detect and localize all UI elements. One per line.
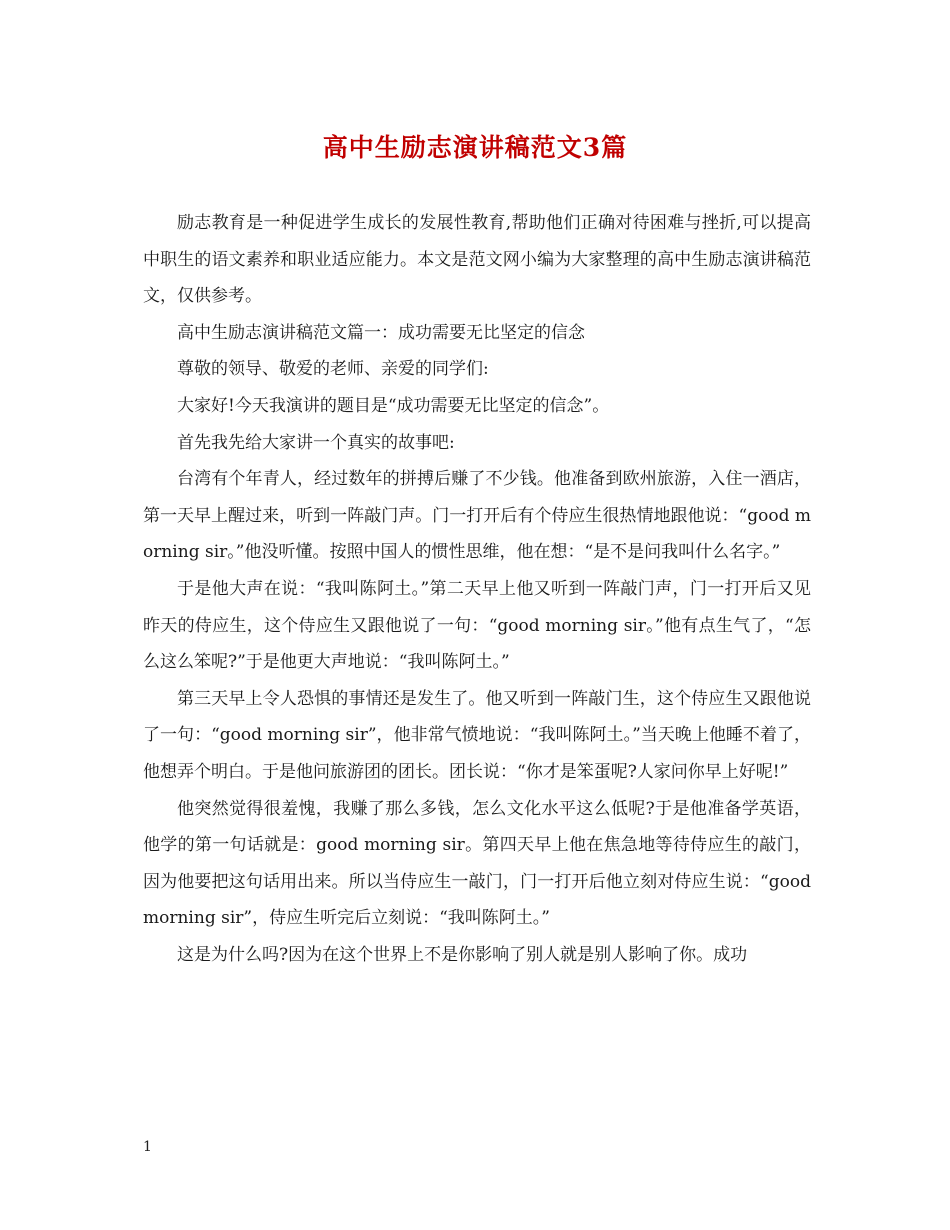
document-body [143, 205, 811, 973]
paragraph-salutation: 尊敬的领导、敬爱的老师、亲爱的同学们: [177, 359, 489, 380]
paragraph-story-1: 台湾有个年青人，经过数年的拼搏后赚了不少钱。他准备到欧州旅游，入住一酒店，第一天早上醒过来，听到一阵敲门声。门一打开后有个侍应生很热情地跟他说：“good morning sir。”他没听懂。按照中国人的惯性思维，他在想：“是不是问我叫什么名字。” [143, 469, 811, 563]
paragraph-story-intro: 首先我先给大家讲一个真实的故事吧: [177, 432, 455, 453]
paragraph-speech-heading: 高中生励志演讲稿范文篇一：成功需要无比坚定的信念 [177, 322, 585, 343]
paragraph-greeting: 大家好!今天我演讲的题目是“成功需要无比坚定的信念”。 [177, 395, 610, 416]
paragraph-conclusion-start: 这是为什么吗?因为在这个世界上不是你影响了别人就是别人影响了你。成功 [177, 944, 748, 965]
document-title: 高中生励志演讲稿范文3篇 [322, 133, 628, 162]
paragraph-story-3: 第三天早上令人恐惧的事情还是发生了。他又听到一阵敲门生，这个侍应生又跟他说了一句：“good morning sir”，他非常气愤地说：“我叫陈阿土。”当天晚上他睡不着了，他想弄个明白。于是他问旅游团的团长。团长说：“你才是笨蛋呢?人家问你早上好呢!” [143, 688, 811, 782]
paragraph-story-2: 于是他大声在说：“我叫陈阿土。”第二天早上他又听到一阵敲门声，门一打开后又见昨天的侍应生，这个侍应生又跟他说了一句：“good morning sir。”他有点生气了，“怎么这么笨呢?”于是他更大声地说：“我叫陈阿土。” [143, 578, 811, 673]
paragraph-intro: 励志教育是一种促进学生成长的发展性教育,帮助他们正确对待困难与挫折,可以提高中职生的语文素养和职业适应能力。本文是范文网小编为大家整理的高中生励志演讲稿范文，仅供参考。 [143, 213, 811, 307]
paragraph-story-4: 他突然觉得很羞愧，我赚了那么多钱，怎么文化水平这么低呢?于是他准备学英语，他学的第一句话就是：good morning sir。第四天早上他在焦急地等待侍应生的敲门，因为他要把这句话用出来。所以当侍应生一敲门，门一打开后他立刻对侍应生说：“good morning sir”，侍应生听完后立刻说：“我叫陈阿土。” [143, 798, 811, 929]
page-number: 1 [143, 1139, 152, 1155]
